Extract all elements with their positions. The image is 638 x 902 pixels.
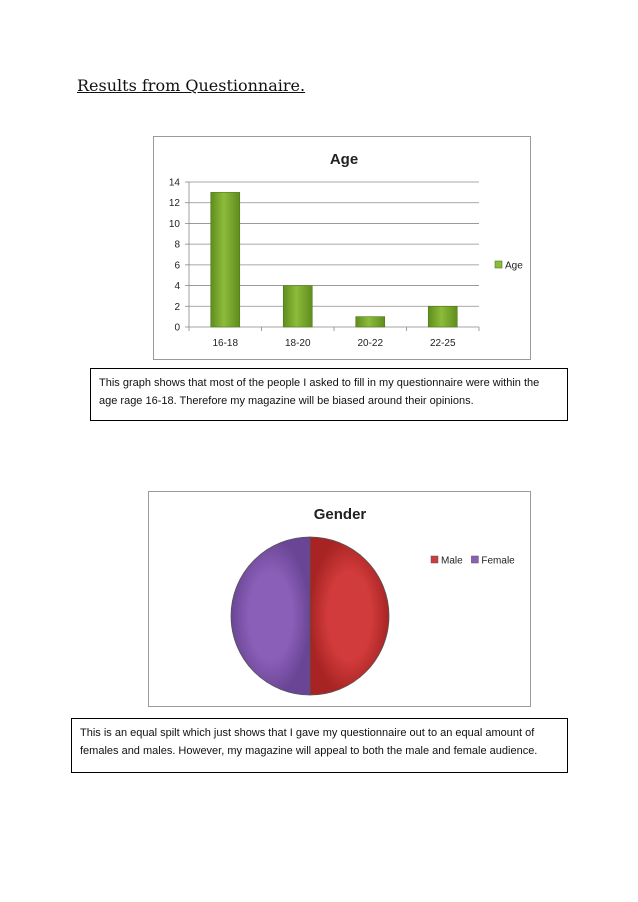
gender-caption-text: This is an equal spilt which just shows that I gave my questionnaire out to an equal amount of females and males. However, my magazine will appeal to both the male and female audience.	[80, 727, 538, 757]
gender-legend-label-female: Female	[481, 555, 515, 567]
age-ytick-label: 10	[168, 218, 180, 230]
pie-slice-male	[310, 537, 389, 695]
gender-legend-swatch-male	[431, 556, 438, 563]
age-ytick-label: 4	[174, 281, 180, 293]
age-bar	[428, 306, 457, 327]
age-category-label: 20-22	[357, 338, 384, 349]
gender-legend-label-male: Male	[441, 555, 463, 567]
age-ytick-label: 6	[174, 260, 180, 272]
age-caption-box	[90, 368, 568, 421]
age-ytick-label: 14	[168, 177, 180, 189]
age-caption-text: This graph shows that most of the people I asked to fill in my questionnaire were within the age rage 16-18. Therefore my magazine will be biased around their opinions.	[99, 377, 540, 407]
age-chart-svg	[154, 137, 532, 361]
age-ytick-label: 12	[168, 198, 180, 210]
age-ytick-label: 0	[174, 322, 180, 334]
gender-caption-box	[71, 718, 568, 773]
age-chart	[153, 136, 531, 360]
page-title: Results from Questionnaire.	[77, 76, 306, 95]
age-category-label: 22-25	[429, 338, 456, 349]
gender-chart-title: Gender	[313, 506, 367, 523]
gender-chart-svg	[149, 492, 532, 708]
age-legend-label: Age	[505, 260, 523, 272]
age-ytick-label: 8	[174, 239, 180, 251]
age-bar	[211, 192, 240, 327]
age-bar	[356, 317, 385, 327]
age-bar	[283, 286, 312, 327]
age-ytick-label: 2	[174, 301, 180, 313]
pie-slice-female	[231, 537, 310, 695]
age-chart-title: Age	[329, 151, 359, 168]
age-category-label: 18-20	[284, 338, 311, 349]
gender-legend-swatch-female	[471, 556, 478, 563]
age-legend-swatch	[495, 261, 502, 268]
age-category-label: 16-18	[212, 338, 239, 349]
gender-chart	[148, 491, 531, 707]
